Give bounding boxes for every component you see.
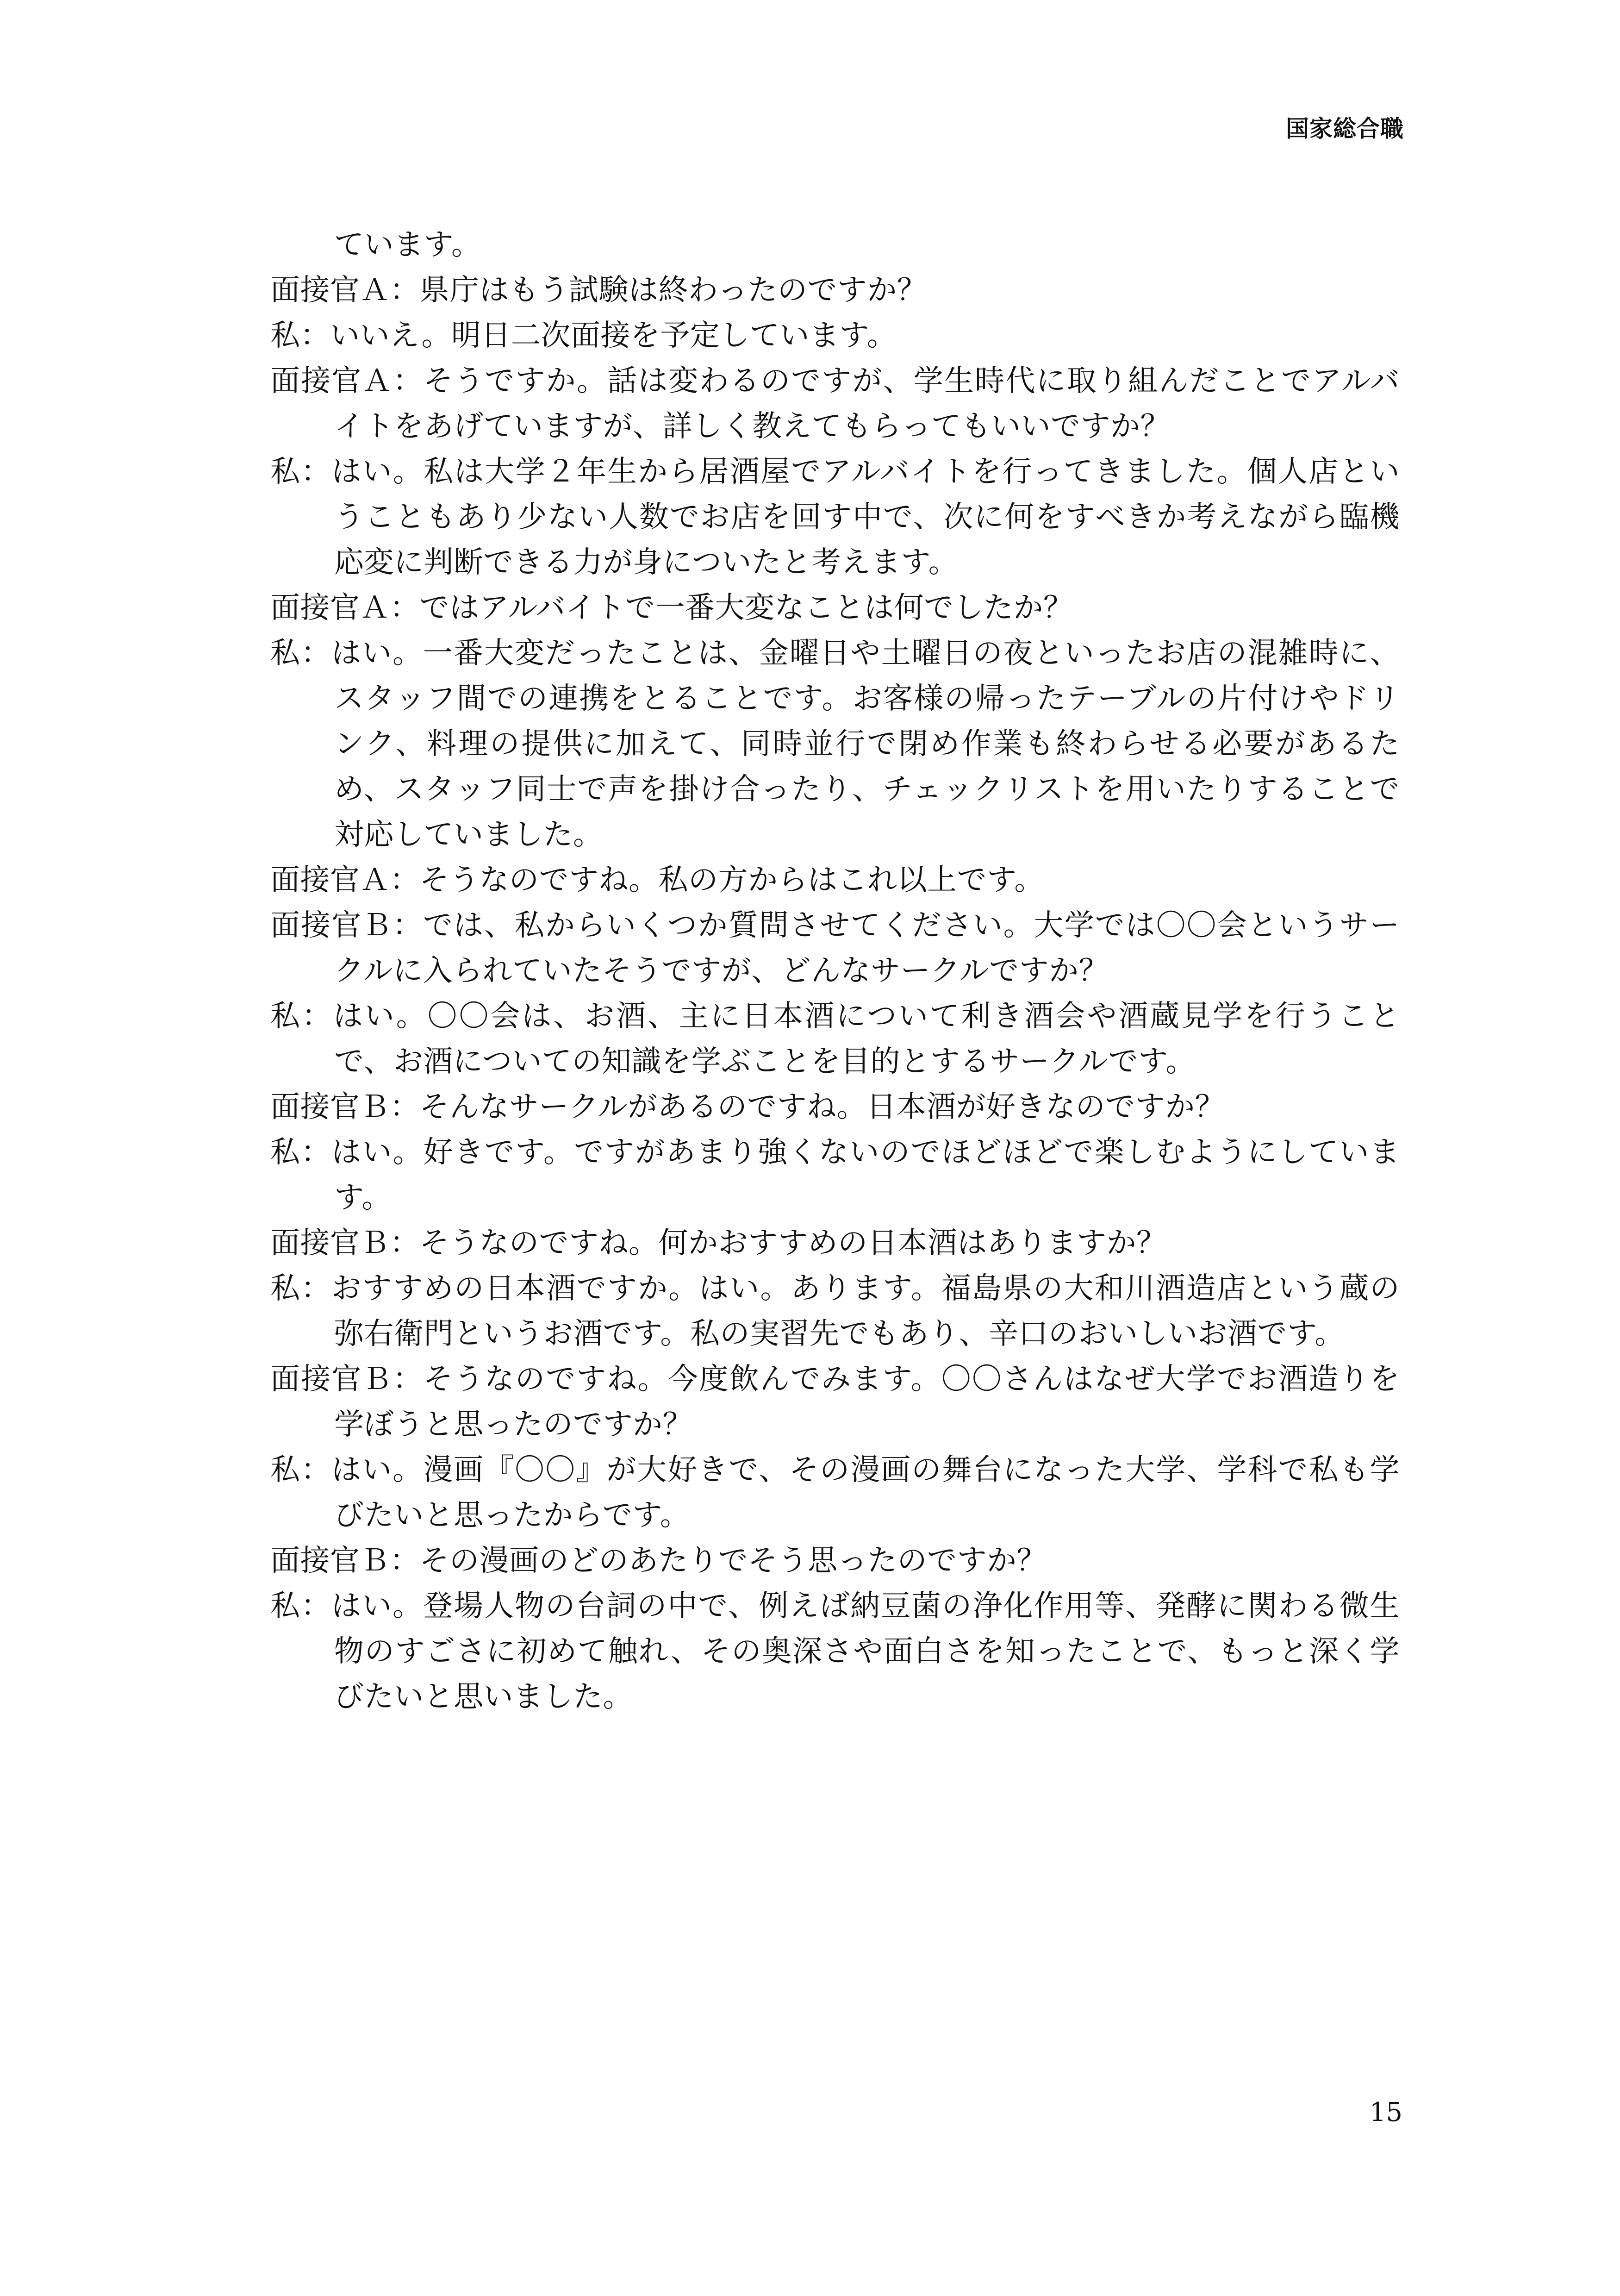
transcript-line: ています。 — [334, 228, 481, 262]
transcript-line: 面接官Ａ：県庁はもう試験は終わったのですか？ — [270, 273, 927, 307]
transcript-line: 面接官Ａ：そうなのですね。私の方からはこれ以上です。 — [270, 863, 1044, 897]
transcript-line: 私：はい。〇〇会は、お酒、主に日本酒について利き酒会や酒蔵見学を行うことで、お酒についての知識を学ぶことを目的とするサークルです。 — [270, 999, 1400, 1079]
transcript-line: 面接官Ａ：ではアルバイトで一番大変なことは何でしたか？ — [270, 591, 1073, 625]
transcript-line: 私：はい。漫画『〇〇』が大好きで、その漫画の舞台になった大学、学科で私も学びたいと思ったからです。 — [270, 1453, 1400, 1533]
interview-transcript — [270, 222, 1400, 1720]
running-header: 国家総合職 — [1286, 115, 1404, 142]
transcript-line: 私：はい。一番大変だったことは、金曜日や土曜日の夜といったお店の混雑時に、スタッフ間での連携をとることです。お客様の帰ったテーブルの片付けやドリンク、料理の提供に加えて、同時並行で閉め作業も終わらせる必要があるため、スタッフ同士で声を掛け合ったり、チェックリストを用いたりすることで対応していました。 — [270, 636, 1400, 852]
transcript-line: 私：はい。登場人物の台詞の中で、例えば納豆菌の浄化作用等、発酵に関わる微生物のすごさに初めて触れ、その奥深さや面白さを知ったことで、もっと深く学びたいと思いました。 — [270, 1589, 1400, 1714]
transcript-line: 私：はい。私は大学２年生から居酒屋でアルバイトを行ってきました。個人店ということもあり少ない人数でお店を回す中で、次に何をすべきか考えながら臨機応変に判断できる力が身についたと考えます。 — [270, 455, 1400, 580]
transcript-line: 面接官Ｂ：その漫画のどのあたりでそう思ったのですか？ — [270, 1544, 1047, 1578]
transcript-line: 面接官Ｂ：そうなのですね。何かおすすめの日本酒はありますか？ — [270, 1226, 1166, 1260]
transcript-line: 面接官Ｂ：そうなのですね。今度飲んでみます。〇〇さんはなぜ大学でお酒造りを学ぼうと思ったのですか？ — [270, 1362, 1400, 1442]
transcript-line: 私：いいえ。明日二次面接を予定しています。 — [270, 319, 897, 353]
transcript-line: 私：おすすめの日本酒ですか。はい。あります。福島県の大和川酒造店という蔵の弥右衛門というお酒です。私の実習先でもあり、辛口のおいしいお酒です。 — [270, 1271, 1400, 1351]
transcript-line: 面接官Ｂ：では、私からいくつか質問させてください。大学では〇〇会というサークルに入られていたそうですが、どんなサークルですか？ — [270, 908, 1400, 988]
transcript-line: 私：はい。好きです。ですがあまり強くないのでほどほどで楽しむようにしています。 — [270, 1135, 1400, 1215]
transcript-line: 面接官Ａ：そうですか。話は変わるのですが、学生時代に取り組んだことでアルバイトをあげていますが、詳しく教えてもらってもいいですか？ — [270, 364, 1400, 444]
page-number: 15 — [1369, 2097, 1402, 2127]
transcript-line: 面接官Ｂ：そんなサークルがあるのですね。日本酒が好きなのですか？ — [270, 1090, 1225, 1124]
